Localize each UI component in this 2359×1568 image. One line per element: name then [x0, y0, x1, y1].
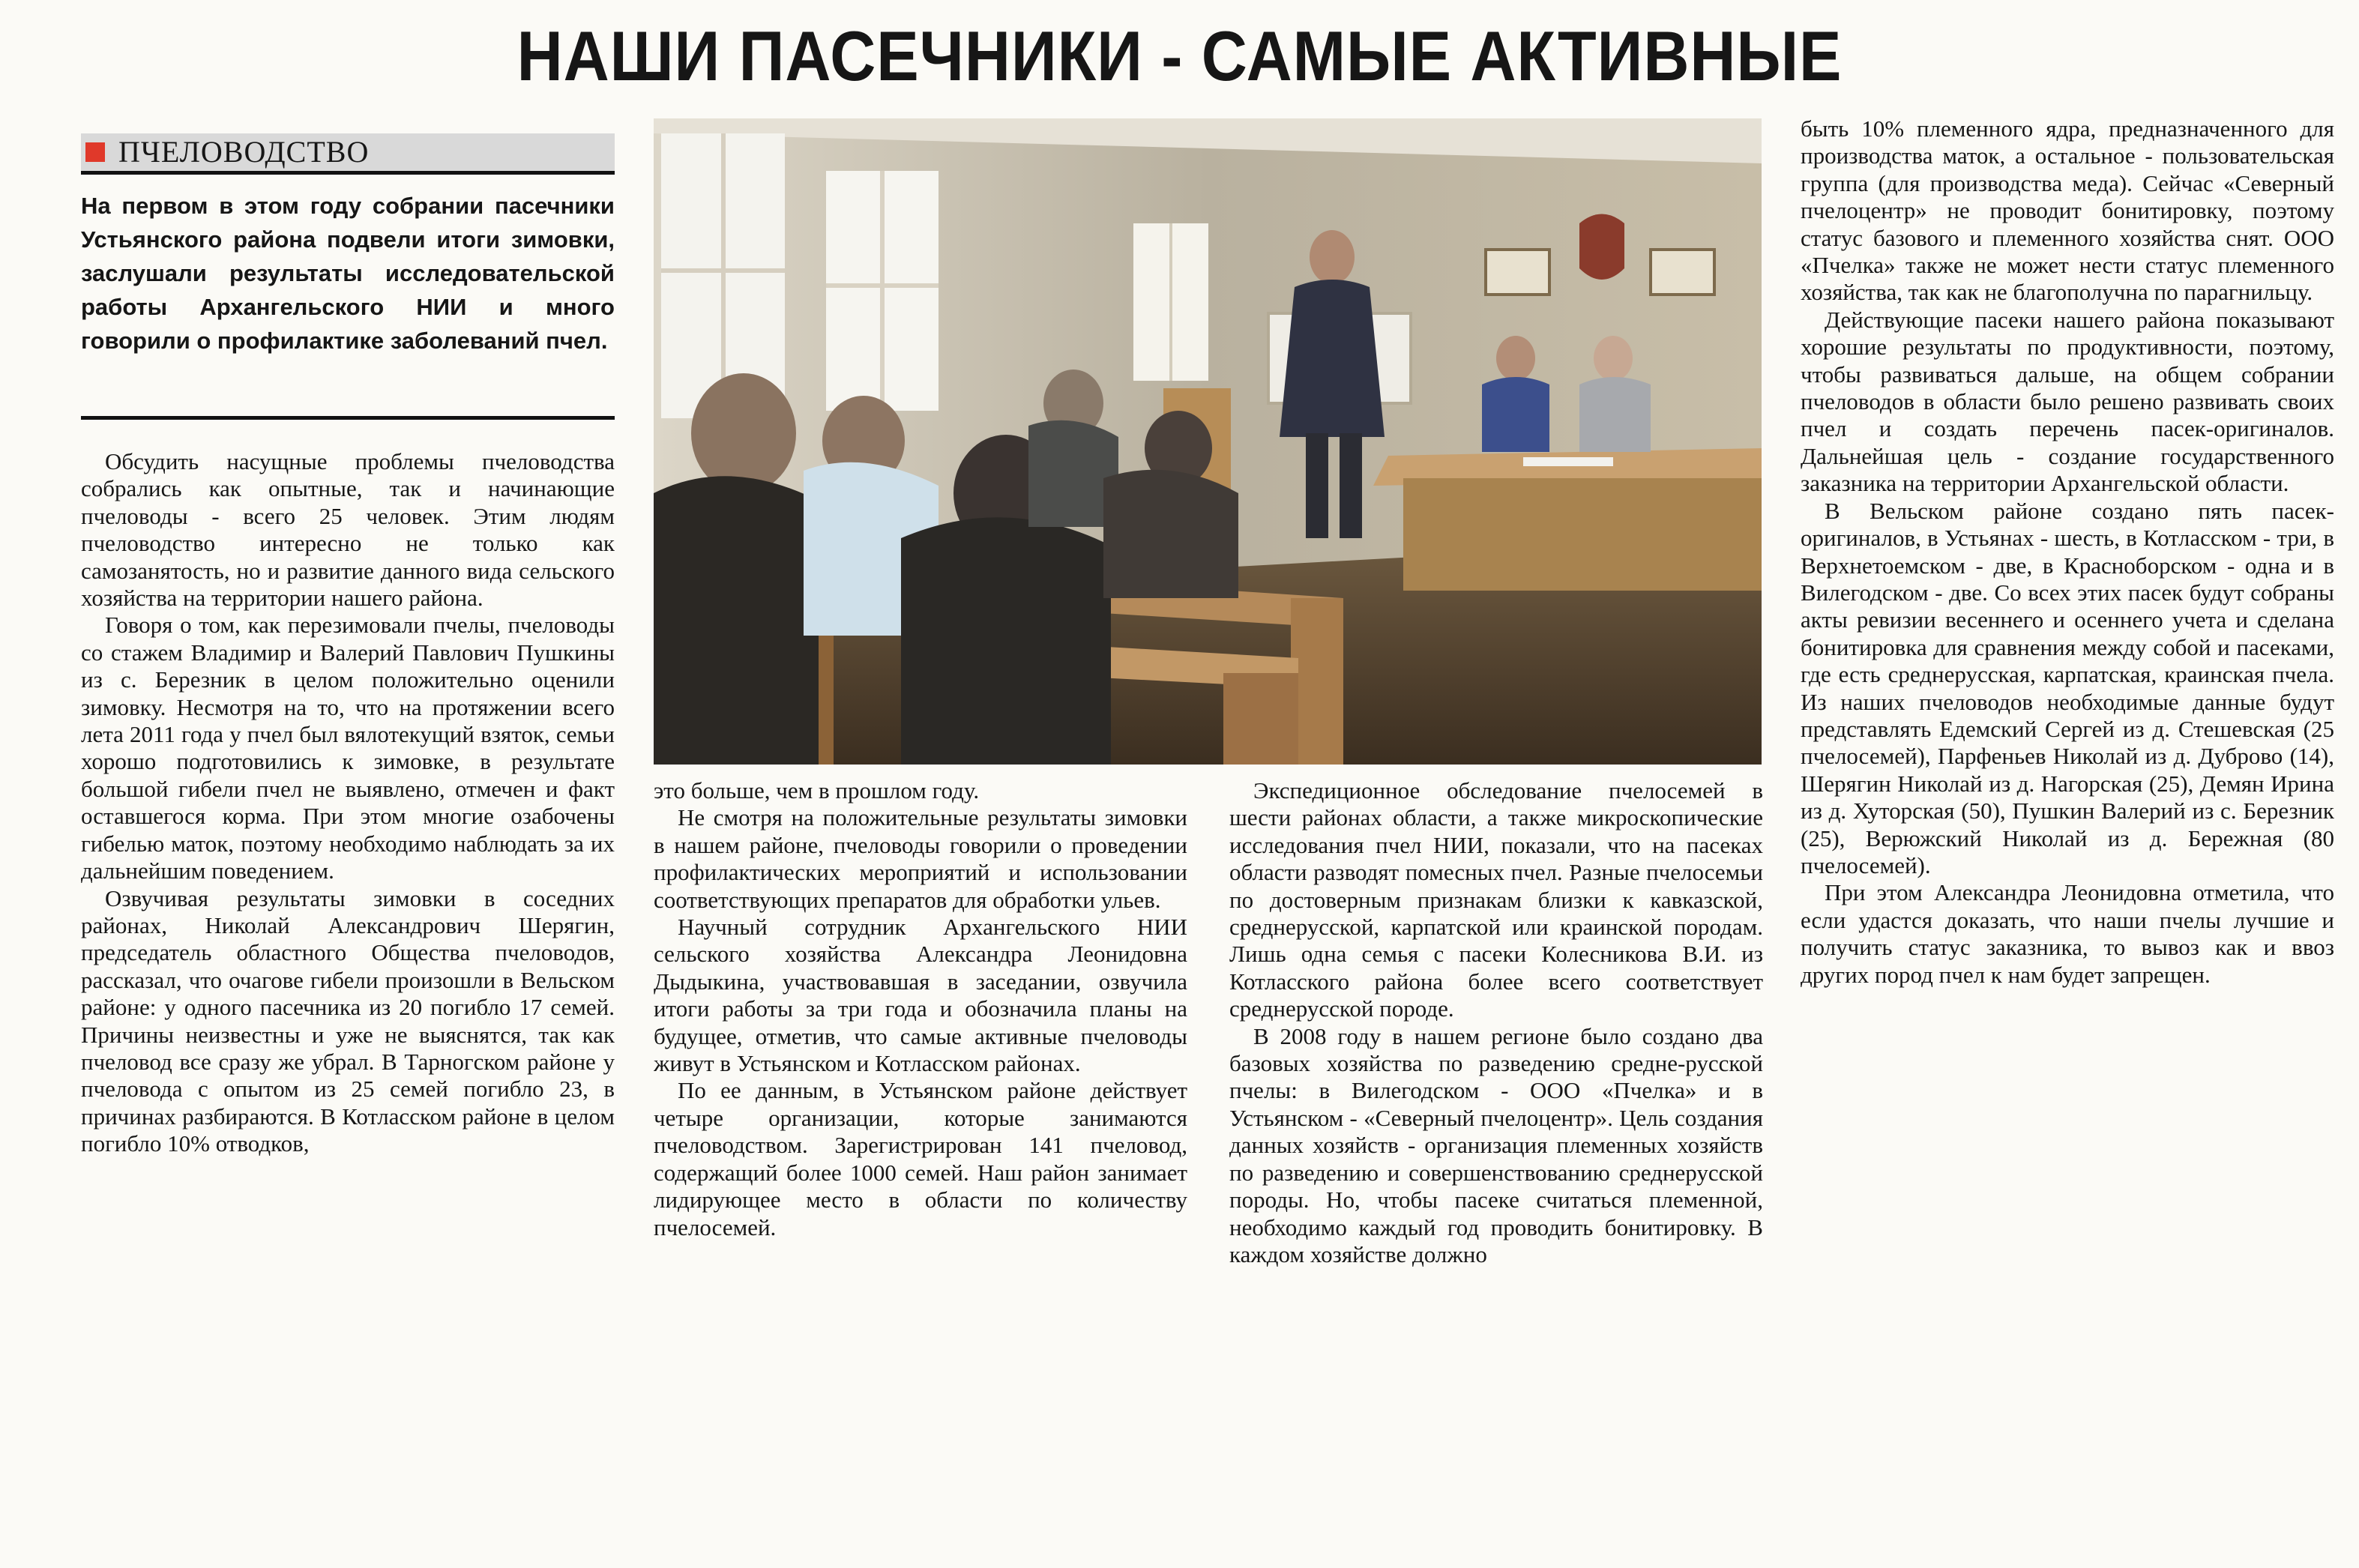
- paragraph: Действующие пасеки нашего района показывают хорошие результаты по продуктивности, поэтому, чтобы развиваться дальше, на общем собрании пчеловодов в области было решено развивать своих пчел и создать перечень пасек-оригиналов. Дальнейшая цель - создание государственного заказника на территории Архангельской области.: [1801, 306, 2334, 497]
- paragraph: Обсудить насущные проблемы пчеловодства собрались как опытные, так и начинающие пчеловоды - всего 25 человек. Этим людям пчеловодство интересно не только как самозанятость, но и развитие данного вида сельского хозяйства на территории нашего района.: [81, 448, 615, 612]
- paragraph: По ее данным, в Устьянском районе действует четыре организации, которые занимаются пчеловодством. Зарегистрирован 141 пчеловод, содержащий более 1000 семей. Наш район занимает лидирующее место в области по количеству пчелосемей.: [654, 1077, 1187, 1240]
- lead-divider: [81, 416, 615, 420]
- article-column-4: [1801, 115, 2334, 1510]
- paragraph: быть 10% племенного ядра, предназначенного для производства маток, а остальное - пользовательская группа (для производства меда). Сейчас «Северный пчелоцентр» не проводит бонитировку, поэтому статус базового и племенного хозяйства снят. ООО «Пчелка» также не может нести статус племенного хозяйства, так как не благополучна по парагнильцу.: [1801, 115, 2334, 306]
- paragraph: Экспедиционное обследование пчелосемей в шести районах области, а также микроскопические исследования пчел НИИ, показали, что на пасеках области разводят помесных пчел. Разные пчелосемьи по достоверным признакам близки к кавказской, среднерусской, карпатской или краинской породам. Лишь одна семья с пасеки Колесникова В.И. из Котласского района более всего соответствует среднерусской породе.: [1229, 777, 1763, 1022]
- meeting-photo: [654, 118, 1762, 765]
- paragraph: Говоря о том, как перезимовали пчелы, пчеловоды со стажем Владимир и Валерий Павлович Пушкины из с. Березник в целом положительно оценили зимовку. Несмотря на то, что на протяжении всего лета 2011 года у пчел был вялотекущий взяток, семьи хорошо подготовились к зимовке, в результате большой гибели пчел не выявлено, отмечен и факт оставшегося корма. При этом многие озабочены гибелью маток, поэтому необходимо наблюдать за их дальнейшим поведением.: [81, 612, 615, 884]
- article-column-1: [81, 448, 615, 1509]
- paragraph: В Вельском районе создано пять пасек-оригиналов, в Устьянах - шесть, в Котласском - три, в Верхнетоемском - две, в Красноборском - одна и в Вилегодском - две. Со всех этих пасек будут собраны акты ревизии весеннего и осеннего учета и сделана бонитировка для сравнения между собой и пасеками, где есть среднерусская, карпатская, краинская пчела. Из наших пчеловодов необходимые данные будут представлять Едемский Сергей из д. Стешевская (25 пчелосемей), Парфеньев Николай из д. Дуброво (14), Шерягин Николай из д. Нагорская (25), Демян Ирина из д. Хуторская (50), Пушкин Валерий из с. Березник (25), Верюжский Николай из д. Бережная (80 пчелосемей).: [1801, 497, 2334, 878]
- article-headline: НАШИ ПАСЕЧНИКИ - САМЫЕ АКТИВНЫЕ: [516, 16, 1843, 95]
- article-column-2: [654, 777, 1187, 1509]
- article-lead: На первом в этом году собрании пасечники Устьянского района подвели итоги зимовки, заслушали результаты исследовательской работы Архангельского НИИ и много говорили о профилактике заболеваний пчел.: [81, 193, 615, 354]
- paragraph: Озвучивая результаты зимовки в соседних районах, Николай Александрович Шерягин, председатель областного Общества пчеловодов, рассказал, что очагове гибели произошли в Вельском районе: у одного пасечника из 20 погибло 17 семей. Причины неизвестны и уже не выяснятся, так как пчеловод все сразу же убрал. В Тарногском районе у пчеловода с опытом из 25 семей погибло 23, в причинах разбираются. В Котласском районе в целом погибло 10% отводков,: [81, 884, 615, 1157]
- paragraph: Не смотря на положительные результаты зимовки в нашем районе, пчеловоды говорили о проведении профилактических мероприятий и использовании соответствующих препаратов для обработки ульев.: [654, 804, 1187, 913]
- rubric-label: ПЧЕЛОВОДСТВО: [118, 135, 370, 169]
- paragraph: это больше, чем в прошлом году.: [654, 777, 980, 803]
- rubric-bar: [81, 133, 615, 175]
- rubric-square-icon: [85, 142, 105, 162]
- paragraph: В 2008 году в нашем регионе было создано два базовых хозяйства по разведению средне-русской пчелы: в Вилегодском - ООО «Пчелка» и в Устьянском - «Северный пчелоцентр». Цель создания данных хозяйств - организация племенных хозяйств по разведению и совершенствованию среднерусской породы. Но, чтобы пасеке считаться племенной, необходимо каждый год проводить бонитировку. В каждом хозяйстве должно: [1229, 1022, 1763, 1267]
- paragraph: Научный сотрудник Архангельского НИИ сельского хозяйства Александра Леонидовна Дыдыкина, участвовавшая в заседании, озвучила итоги работы за три года и обозначила планы на будущее, отметив, что самые активные пчеловоды живут в Устьянском и Котласском районах.: [654, 914, 1187, 1077]
- article-column-3: [1229, 777, 1763, 1509]
- paragraph: При этом Александра Леонидовна отметила, что если удастся доказать, что наши пчелы лучшие и получить статус заказника, то вывоз как и ввоз других пород пчел к нам будет запрещен.: [1801, 879, 2334, 988]
- meeting-photo-image: [654, 118, 1762, 765]
